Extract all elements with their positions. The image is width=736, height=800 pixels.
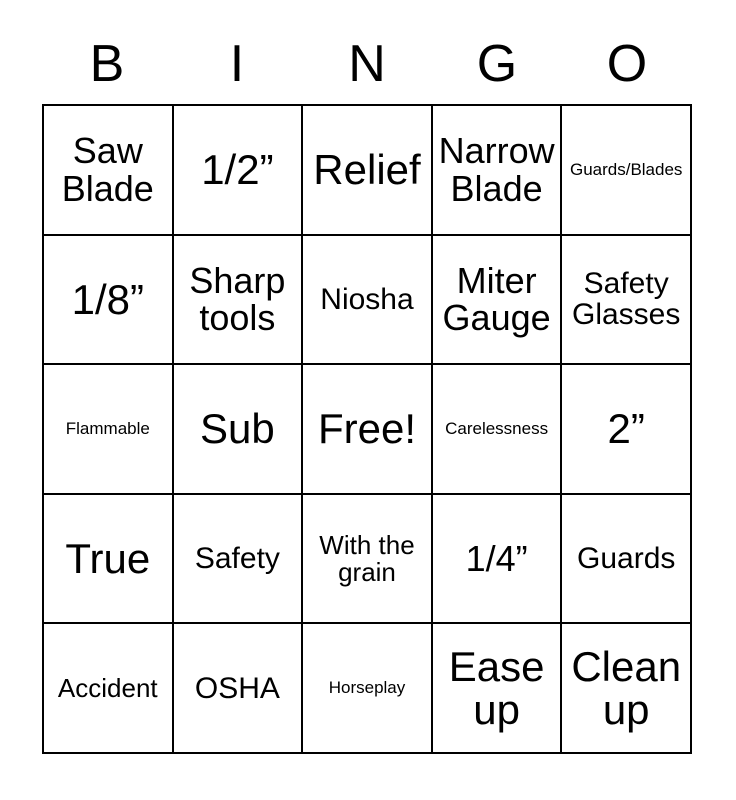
- bingo-cell-label: Guards/Blades: [569, 159, 683, 179]
- bingo-cell[interactable]: [433, 236, 563, 366]
- bingo-cell-label: Guards: [577, 542, 676, 575]
- bingo-cell[interactable]: [562, 365, 692, 495]
- bingo-cell[interactable]: [303, 236, 433, 366]
- bingo-cell[interactable]: [303, 624, 433, 754]
- bingo-cell[interactable]: [562, 495, 692, 625]
- bingo-cell-free[interactable]: [303, 365, 433, 495]
- bingo-header-row: [42, 28, 692, 100]
- bingo-cell-label: Sub: [200, 405, 275, 453]
- bingo-cell[interactable]: [433, 495, 563, 625]
- bingo-cell-label: Niosha: [320, 282, 414, 316]
- bingo-cell-label: Narrow Blade: [438, 130, 555, 209]
- bingo-cell[interactable]: [174, 365, 304, 495]
- bingo-cell[interactable]: [562, 624, 692, 754]
- bingo-cell-label: With the grain: [319, 529, 415, 587]
- bingo-cell-label: Flammable: [65, 419, 150, 439]
- bingo-cell[interactable]: [44, 365, 174, 495]
- bingo-cell[interactable]: [44, 495, 174, 625]
- bingo-header-letter-o: O: [606, 35, 648, 93]
- bingo-cell-label: True: [65, 534, 151, 582]
- bingo-cell[interactable]: [433, 365, 563, 495]
- bingo-cell[interactable]: [44, 624, 174, 754]
- bingo-cell-label: 2”: [607, 405, 645, 453]
- bingo-cell-label: Saw Blade: [61, 130, 154, 209]
- bingo-cell-label: Horseplay: [328, 678, 406, 698]
- bingo-cell[interactable]: [174, 624, 304, 754]
- bingo-header-letter-n: N: [348, 35, 386, 93]
- bingo-cell-label: Clean up: [571, 642, 682, 734]
- bingo-cell[interactable]: [433, 106, 563, 236]
- bingo-cell-label: Ease up: [448, 642, 545, 734]
- bingo-cell-label: Sharp tools: [189, 259, 286, 339]
- bingo-cell-label: Relief: [313, 145, 421, 193]
- bingo-grid: [42, 104, 692, 754]
- bingo-header-letter-i: I: [229, 35, 245, 93]
- bingo-cell[interactable]: [562, 106, 692, 236]
- bingo-cell-label: Safety Glasses: [572, 267, 681, 332]
- bingo-header-letter-b: B: [89, 35, 125, 93]
- bingo-cell[interactable]: [44, 106, 174, 236]
- bingo-header-letter-g: G: [476, 35, 518, 93]
- bingo-cell-label: Free!: [317, 405, 416, 453]
- bingo-cell[interactable]: [562, 236, 692, 366]
- bingo-cell-label: Safety: [194, 542, 280, 575]
- bingo-cell-label: Accident: [57, 672, 158, 703]
- bingo-cell[interactable]: [174, 106, 304, 236]
- bingo-cell[interactable]: [174, 236, 304, 366]
- bingo-cell-label: Miter Gauge: [442, 259, 551, 339]
- bingo-cell[interactable]: [44, 236, 174, 366]
- bingo-cell[interactable]: [174, 495, 304, 625]
- bingo-cell-label: OSHA: [194, 671, 280, 705]
- bingo-cell[interactable]: [303, 106, 433, 236]
- bingo-cell[interactable]: [303, 495, 433, 625]
- bingo-cell-label: Carelessness: [445, 419, 549, 439]
- bingo-cell-label: 1/8”: [71, 275, 144, 323]
- bingo-cell-label: 1/2”: [201, 145, 274, 193]
- bingo-cell-label: 1/4”: [465, 537, 528, 579]
- bingo-cell[interactable]: [433, 624, 563, 754]
